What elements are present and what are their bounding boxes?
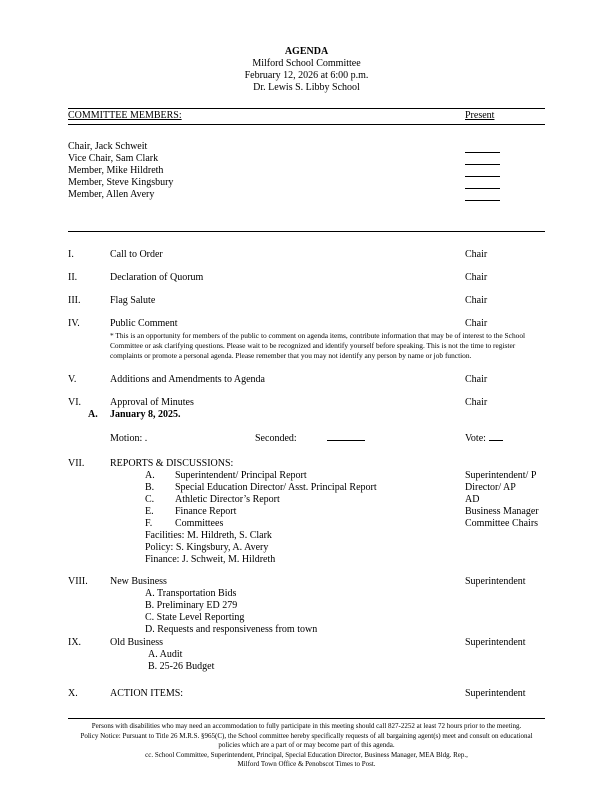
footer-policy-notice: Policy Notice: Pursuant to Title 26 M.R.S. §965(C), the School committee hereby specifically requests of all bargaining agent(s) meet and consult on educational bbox=[80, 731, 533, 740]
subitem-letter: B. bbox=[145, 482, 155, 493]
new-business-subitem bbox=[68, 624, 545, 636]
present-blank-line bbox=[465, 168, 500, 177]
subitem-text: Athletic Director’s Report bbox=[175, 494, 280, 505]
subitem-text: D. Requests and responsiveness from town bbox=[145, 624, 318, 635]
agenda-item-action-items bbox=[68, 688, 545, 700]
member-row bbox=[68, 165, 545, 177]
item-title: ACTION ITEMS: bbox=[110, 688, 184, 699]
member-name: Chair, Jack Schweit bbox=[68, 141, 148, 152]
subitem-responsible: AD bbox=[465, 494, 480, 505]
subitem-text: A. Transportation Bids bbox=[145, 588, 237, 599]
item-number: III. bbox=[68, 295, 81, 306]
item-responsible bbox=[465, 458, 545, 470]
report-subitem bbox=[68, 494, 545, 506]
section-divider bbox=[68, 231, 545, 232]
item-number: V. bbox=[68, 374, 77, 385]
item-title: Approval of Minutes bbox=[110, 397, 194, 408]
subitem-text: A. Audit bbox=[148, 649, 183, 660]
document-header bbox=[68, 46, 545, 94]
subitem-text: C. State Level Reporting bbox=[145, 612, 245, 623]
minutes-letter: A. bbox=[88, 409, 98, 420]
subitem-text: Special Education Director/ Asst. Principal Report bbox=[175, 482, 377, 493]
item-responsible: Superintendent bbox=[465, 576, 526, 587]
public-comment-note: * This is an opportunity for members of the public to comment on agenda items, contribute information that may be of interest to the School Committee or ask clarifying questions. Please wait to be recognized and identify yourself before speaking. This is not the time to register complaints or promote a personal agenda. Please remember that you may not identify any person by name or job function. bbox=[110, 331, 526, 360]
seconded-label: Seconded: bbox=[255, 433, 297, 444]
meeting-location: Dr. Lewis S. Libby School bbox=[253, 82, 360, 93]
subitem-letter: E. bbox=[145, 506, 154, 517]
item-number: II. bbox=[68, 272, 78, 283]
item-title: Additions and Amendments to Agenda bbox=[110, 374, 265, 385]
committee-members-header bbox=[68, 108, 545, 125]
subitem-responsible: Superintendent/ P bbox=[465, 470, 537, 481]
motion-label: Motion: . bbox=[110, 433, 148, 444]
item-title: Call to Order bbox=[110, 249, 163, 260]
committee-assignment bbox=[68, 554, 545, 566]
subitem-text: Superintendent/ Principal Report bbox=[175, 470, 307, 481]
report-subitem bbox=[68, 518, 545, 530]
member-row bbox=[68, 141, 545, 153]
item-number: IX. bbox=[68, 637, 82, 648]
meeting-datetime: February 12, 2026 at 6:00 p.m. bbox=[244, 70, 369, 81]
agenda-item-call-to-order bbox=[68, 249, 545, 261]
item-title: Declaration of Quorum bbox=[110, 272, 204, 283]
present-blank-line bbox=[465, 180, 500, 189]
item-number: IV. bbox=[68, 318, 80, 329]
agenda-item-public-comment bbox=[68, 318, 545, 330]
new-business-subitem bbox=[68, 588, 545, 600]
member-name: Member, Mike Hildreth bbox=[68, 165, 164, 176]
item-responsible: Chair bbox=[465, 318, 488, 329]
item-title: New Business bbox=[110, 576, 167, 587]
subitem-responsible: Committee Chairs bbox=[465, 518, 539, 529]
subitem-text: Finance Report bbox=[175, 506, 237, 517]
subitem-letter: C. bbox=[145, 494, 155, 505]
committee-members-label: COMMITTEE MEMBERS: bbox=[68, 110, 182, 121]
agenda-item-quorum bbox=[68, 272, 545, 284]
item-title: REPORTS & DISCUSSIONS: bbox=[110, 458, 234, 469]
committee-assignment-text: Policy: S. Kingsbury, A. Avery bbox=[145, 542, 269, 553]
minutes-date-line bbox=[88, 409, 545, 421]
minutes-date: January 8, 2025. bbox=[110, 409, 181, 420]
report-subitem bbox=[68, 506, 545, 518]
document-footer bbox=[68, 718, 545, 770]
committee-assignment-text: Finance: J. Schweit, M. Hildreth bbox=[145, 554, 276, 565]
seconded-blank-line bbox=[327, 432, 365, 441]
item-responsible: Chair bbox=[465, 397, 488, 408]
subitem-responsible: Director/ AP bbox=[465, 482, 516, 493]
member-name: Member, Steve Kingsbury bbox=[68, 177, 174, 188]
committee-assignment bbox=[68, 530, 545, 542]
vote-blank-line bbox=[489, 432, 503, 441]
committee-members-list bbox=[68, 141, 545, 201]
item-responsible: Chair bbox=[465, 374, 488, 385]
agenda-item-old-business bbox=[68, 637, 545, 649]
member-row bbox=[68, 177, 545, 189]
subitem-letter: F. bbox=[145, 518, 153, 529]
item-responsible: Chair bbox=[465, 272, 488, 283]
footer-cc-list-cont: Milford Town Office & Penobscot Times to Post. bbox=[237, 760, 376, 768]
item-title: Public Comment bbox=[110, 318, 178, 329]
item-number: X. bbox=[68, 688, 78, 699]
agenda-item-minutes bbox=[68, 397, 545, 409]
old-business-subitem bbox=[68, 649, 545, 661]
vote-label: Vote: bbox=[465, 433, 486, 444]
member-row bbox=[68, 189, 545, 201]
footer-accessibility-notice: Persons with disabilities who may need an accommodation to fully participate in this meeting should call 827-2252 at least 72 hours prior to the meeting. bbox=[91, 722, 522, 730]
present-label: Present bbox=[465, 110, 495, 121]
new-business-subitem bbox=[68, 612, 545, 624]
committee-assignment-text: Facilities: M. Hildreth, S. Clark bbox=[145, 530, 272, 541]
report-subitem bbox=[68, 482, 545, 494]
subitem-letter: A. bbox=[145, 470, 155, 481]
agenda-item-new-business bbox=[68, 576, 545, 588]
present-blank-line bbox=[465, 156, 500, 165]
footer-policy-notice-cont: policies which are a part of or may become part of this agenda. bbox=[218, 741, 395, 749]
item-title: Flag Salute bbox=[110, 295, 156, 306]
subitem-text: B. Preliminary ED 279 bbox=[145, 600, 238, 611]
agenda-item-flag-salute bbox=[68, 295, 545, 307]
item-number: VI. bbox=[68, 397, 82, 408]
agenda-item-reports bbox=[68, 458, 545, 470]
subitem-text: B. 25-26 Budget bbox=[148, 661, 215, 672]
report-subitem bbox=[68, 470, 545, 482]
member-name: Member, Allen Avery bbox=[68, 189, 155, 200]
item-number: I. bbox=[68, 249, 74, 260]
item-number: VIII. bbox=[68, 576, 88, 587]
subitem-responsible: Business Manager bbox=[465, 506, 539, 517]
item-responsible: Superintendent bbox=[465, 637, 526, 648]
motion-line bbox=[68, 432, 545, 445]
item-responsible: Chair bbox=[465, 295, 488, 306]
item-number: VII. bbox=[68, 458, 85, 469]
agenda-item-additions bbox=[68, 374, 545, 386]
present-blank-line bbox=[465, 144, 500, 153]
member-row bbox=[68, 153, 545, 165]
item-title: Old Business bbox=[110, 637, 164, 648]
new-business-subitem bbox=[68, 600, 545, 612]
member-name: Vice Chair, Sam Clark bbox=[68, 153, 159, 164]
present-blank-line bbox=[465, 192, 500, 201]
document-title: AGENDA bbox=[284, 46, 329, 57]
organization-name: Milford School Committee bbox=[252, 58, 361, 69]
old-business-subitem bbox=[68, 661, 545, 673]
footer-cc-list: cc. School Committee, Superintendent, Principal, Special Education Director, Business Manager, MEA Bldg. Rep., bbox=[145, 750, 468, 759]
subitem-text: Committees bbox=[175, 518, 224, 529]
item-responsible: Superintendent bbox=[465, 688, 526, 699]
item-responsible: Chair bbox=[465, 249, 488, 260]
committee-assignment bbox=[68, 542, 545, 554]
